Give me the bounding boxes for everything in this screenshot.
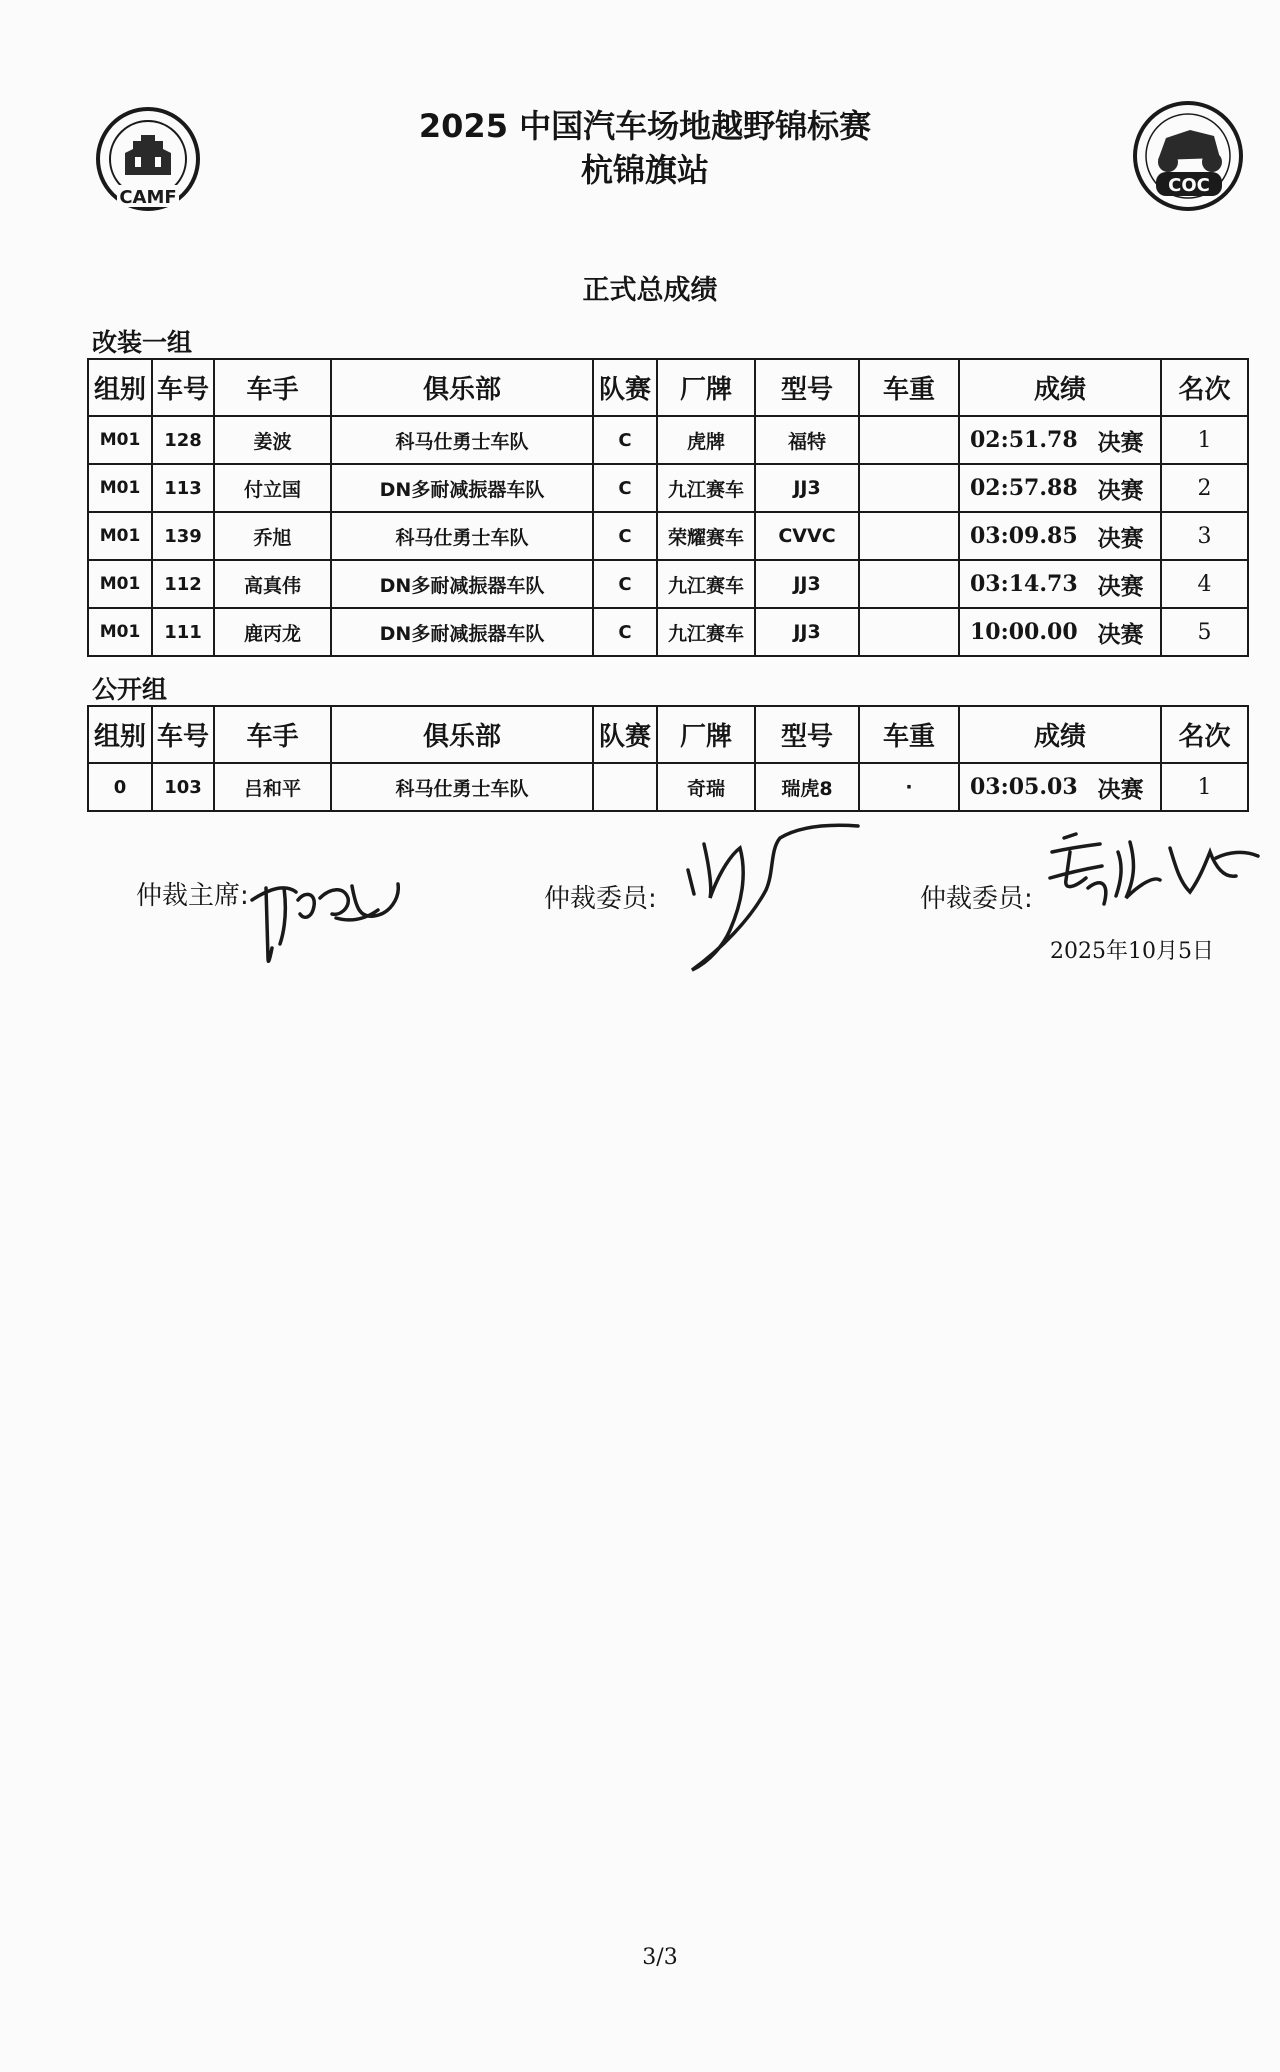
table-row (88, 416, 1248, 464)
rank-cell: 1 (1161, 763, 1248, 811)
results-table-modified (87, 358, 1249, 657)
driver-cell: 吕和平 (214, 763, 331, 811)
col-header: 成绩 (959, 706, 1161, 763)
team-cell: C (593, 560, 657, 608)
col-header: 队赛 (593, 359, 657, 416)
driver-cell: 乔旭 (214, 512, 331, 560)
time-cell: 03:09.85 (959, 512, 1081, 560)
col-header: 车重 (859, 359, 959, 416)
model-cell: JJ3 (755, 464, 859, 512)
model-cell: 瑞虎8 (755, 763, 859, 811)
col-header: 俱乐部 (331, 359, 593, 416)
col-header: 车号 (152, 706, 214, 763)
time-cell: 03:05.03 (959, 763, 1081, 811)
signature-date: 2025年10月5日 (1050, 939, 1214, 964)
group-label: 改装一组 (92, 328, 193, 357)
club-cell: DN多耐减振器车队 (331, 464, 593, 512)
car-number-cell: 139 (152, 512, 214, 560)
rank-cell: 4 (1161, 560, 1248, 608)
col-header: 组别 (88, 359, 152, 416)
category-cell: M01 (88, 560, 152, 608)
col-header: 队赛 (593, 706, 657, 763)
col-header: 成绩 (959, 359, 1161, 416)
club-cell: DN多耐减振器车队 (331, 608, 593, 656)
table-row (88, 512, 1248, 560)
time-cell: 02:51.78 (959, 416, 1081, 464)
car-number-cell: 113 (152, 464, 214, 512)
weight-cell (859, 416, 959, 464)
brand-cell: 荣耀赛车 (657, 512, 755, 560)
table-row (88, 560, 1248, 608)
rank-cell: 5 (1161, 608, 1248, 656)
driver-cell: 付立国 (214, 464, 331, 512)
team-cell: C (593, 464, 657, 512)
page-title: 2025 中国汽车场地越野锦标赛 (418, 107, 872, 145)
car-number-cell: 112 (152, 560, 214, 608)
weight-cell (859, 560, 959, 608)
time-cell: 02:57.88 (959, 464, 1081, 512)
svg-text:CAMF: CAMF (119, 187, 177, 208)
category-cell: M01 (88, 512, 152, 560)
stage-cell: 决赛 (1081, 416, 1161, 464)
table-row (88, 464, 1248, 512)
col-header: 名次 (1161, 359, 1248, 416)
group-label: 公开组 (92, 675, 168, 704)
col-header: 厂牌 (657, 706, 755, 763)
team-cell: C (593, 608, 657, 656)
weight-cell (859, 464, 959, 512)
brand-cell: 九江赛车 (657, 560, 755, 608)
time-cell: 10:00.00 (959, 608, 1081, 656)
club-cell: DN多耐减振器车队 (331, 560, 593, 608)
driver-cell: 高真伟 (214, 560, 331, 608)
col-header: 型号 (755, 706, 859, 763)
driver-cell: 鹿丙龙 (214, 608, 331, 656)
arbiter-label: 仲裁委员: (920, 884, 1033, 914)
col-header: 厂牌 (657, 359, 755, 416)
arbiter-signature (1040, 818, 1265, 938)
team-cell: C (593, 512, 657, 560)
rank-cell: 1 (1161, 416, 1248, 464)
col-header: 车号 (152, 359, 214, 416)
col-header: 名次 (1161, 706, 1248, 763)
chief-arbiter-label: 仲裁主席: (136, 881, 249, 911)
rank-cell: 3 (1161, 512, 1248, 560)
club-cell: 科马仕勇士车队 (331, 512, 593, 560)
model-cell: JJ3 (755, 608, 859, 656)
stage-cell: 决赛 (1081, 763, 1161, 811)
svg-text:COC: COC (1168, 175, 1210, 196)
stage-cell: 决赛 (1081, 512, 1161, 560)
category-cell: 0 (88, 763, 152, 811)
weight-cell (859, 608, 959, 656)
model-cell: CVVC (755, 512, 859, 560)
rank-cell: 2 (1161, 464, 1248, 512)
brand-cell: 虎牌 (657, 416, 755, 464)
col-header: 车重 (859, 706, 959, 763)
weight-cell (859, 512, 959, 560)
results-heading: 正式总成绩 (582, 275, 718, 306)
model-cell: JJ3 (755, 560, 859, 608)
arbiter-signature (670, 810, 870, 980)
table-row (88, 608, 1248, 656)
driver-cell: 姜波 (214, 416, 331, 464)
car-number-cell: 111 (152, 608, 214, 656)
weight-cell: · (859, 763, 959, 811)
col-header: 车手 (214, 359, 331, 416)
chief-signature (240, 848, 420, 978)
category-cell: M01 (88, 608, 152, 656)
table-header-row (88, 359, 1248, 416)
car-number-cell: 128 (152, 416, 214, 464)
col-header: 组别 (88, 706, 152, 763)
table-header-row (88, 706, 1248, 763)
col-header: 型号 (755, 359, 859, 416)
team-cell: C (593, 416, 657, 464)
time-cell: 03:14.73 (959, 560, 1081, 608)
brand-cell: 奇瑞 (657, 763, 755, 811)
stage-cell: 决赛 (1081, 464, 1161, 512)
col-header: 车手 (214, 706, 331, 763)
category-cell: M01 (88, 416, 152, 464)
club-cell: 科马仕勇士车队 (331, 416, 593, 464)
table-row (88, 763, 1248, 811)
team-cell (593, 763, 657, 811)
page-number: 3/3 (642, 1945, 678, 1970)
stage-cell: 决赛 (1081, 560, 1161, 608)
category-cell: M01 (88, 464, 152, 512)
brand-cell: 九江赛车 (657, 464, 755, 512)
club-cell: 科马仕勇士车队 (331, 763, 593, 811)
arbiter-label: 仲裁委员: (544, 884, 657, 914)
col-header: 俱乐部 (331, 706, 593, 763)
page-subtitle: 杭锦旗站 (580, 151, 709, 189)
model-cell: 福特 (755, 416, 859, 464)
car-number-cell: 103 (152, 763, 214, 811)
results-table-open (87, 705, 1249, 812)
stage-cell: 决赛 (1081, 608, 1161, 656)
brand-cell: 九江赛车 (657, 608, 755, 656)
